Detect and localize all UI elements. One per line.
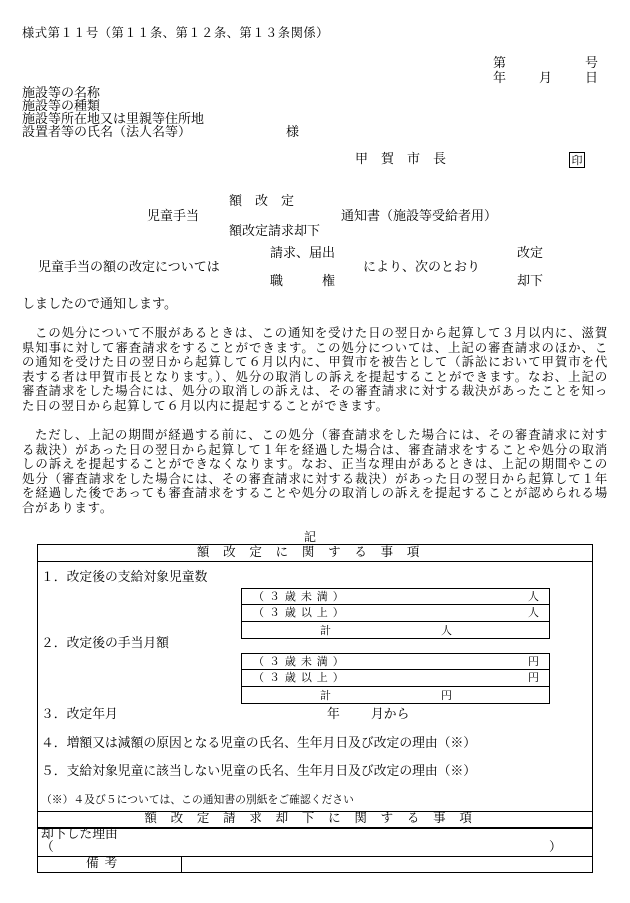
amount-over-3-unit: 円: [528, 671, 539, 684]
item-4-label: ４．増額又は減額の原因となる児童の氏名、生年月日及び改定の理由（※）: [41, 736, 477, 751]
form-number: 様式第１１号（第１１条、第１２条、第１３条関係）: [22, 26, 329, 40]
lead-result-revised: 改定: [517, 246, 544, 261]
count-total-unit: 人: [441, 624, 452, 637]
lead-closing: しましたので通知します。: [22, 297, 177, 312]
count-under-3-label: （３歳未満）: [253, 590, 349, 603]
rejection-reason-paren-open: （: [41, 840, 54, 855]
count-over-3-label: （３歳以上）: [253, 606, 349, 619]
date-month-label: 月: [539, 71, 553, 86]
document-number-go: 号: [585, 56, 599, 71]
rejection-reason-label: 却下した理由: [41, 827, 118, 842]
facility-name-label: 施設等の名称: [22, 86, 101, 101]
founder-name-label: 設置者等の氏名（法人名等）: [22, 125, 192, 140]
item-1-label: １．改定後の支給対象児童数: [41, 570, 208, 585]
lead-middle: により、次のとおり: [363, 260, 481, 275]
count-over-3-unit: 人: [528, 606, 539, 619]
issuer-name: 甲 賀 市 長: [355, 152, 447, 167]
rejection-reason-paren-close: ）: [549, 840, 562, 855]
amount-total-unit: 円: [441, 689, 452, 702]
revision-year-unit: 年: [327, 707, 340, 722]
facility-address-label: 施設等所在地又は里親等住所地: [22, 112, 205, 127]
remarks-label: 備考: [86, 856, 124, 871]
official-seal-box: 印: [569, 152, 585, 168]
amount-under-3-unit: 円: [528, 655, 539, 668]
amount-total-label: 計: [320, 689, 331, 702]
revision-month-unit: 月から: [371, 707, 410, 722]
rejection-table-heading: 額改定請求却下に関する事項: [144, 810, 486, 825]
document-number-dai: 第: [493, 56, 507, 71]
title-left: 児童手当: [147, 209, 200, 224]
title-top-option: 額 改 定: [229, 194, 295, 209]
date-day-label: 日: [585, 71, 599, 86]
honorific-sama: 様: [286, 125, 300, 140]
amount-over-3-label: （３歳以上）: [253, 671, 349, 684]
appeal-notice-paragraph-1: この処分について不服があるときは、この通知を受けた日の翌日から起算して３月以内に、滋賀県知事に対して審査請求をすることができます。この処分については、上記の審査請求のほか、この通知を受けた日の翌日から起算して６月以内に、甲賀市を被告として（訴訟において甲賀市を代表する者は甲賀市長となります。）、処分の取消しの訴えを提起することができます。なお、上記の審査請求をした場合には、処分の取消しの訴えは、その審査請求に対する裁決があったことを知った日の翌日から起算して６月以内に提起することができます。: [22, 325, 608, 413]
date-year-label: 年: [493, 71, 507, 86]
lead-prefix: 児童手当の額の改定については: [38, 260, 220, 275]
appeal-notice-paragraph-2: ただし、上記の期間が経過する前に、この処分（審査請求をした場合には、その審査請求に対する裁決）があった日の翌日から起算して１年を経過した場合は、審査請求をすることや処分の取消しの訴えを提起することができなくなります。なお、正当な理由があるときは、上記の期間やこの処分（審査請求をした場合には、その審査請求に対する裁決）があった日の翌日から起算して１年を経過した後であっても審査請求をすることや処分の取消しの訴えを提起することが認められる場合があります。: [22, 427, 608, 515]
lead-option-ex-officio: 職 権: [270, 274, 336, 289]
count-total-label: 計: [320, 624, 331, 637]
title-right: 通知書（施設等受給者用）: [341, 209, 498, 224]
count-under-3-unit: 人: [528, 590, 539, 603]
ki-heading: 記: [304, 530, 317, 544]
item-5-label: ５．支給対象児童に該当しない児童の氏名、生年月日及び改定の理由（※）: [41, 764, 477, 779]
item-2-label: ２．改定後の手当月額: [41, 636, 169, 651]
footnote: （※）４及び５については、この通知書の別紙をご確認ください: [41, 793, 354, 806]
facility-type-label: 施設等の種類: [22, 99, 101, 114]
item-3-label: ３．改定年月: [41, 707, 118, 722]
amount-under-3-label: （３歳未満）: [253, 655, 349, 668]
lead-option-request: 請求、届出: [270, 246, 336, 261]
lead-result-rejected: 却下: [517, 274, 544, 289]
title-bottom-option: 額改定請求却下: [229, 224, 321, 239]
revision-table-heading: 額改定に関する事項: [196, 544, 434, 559]
